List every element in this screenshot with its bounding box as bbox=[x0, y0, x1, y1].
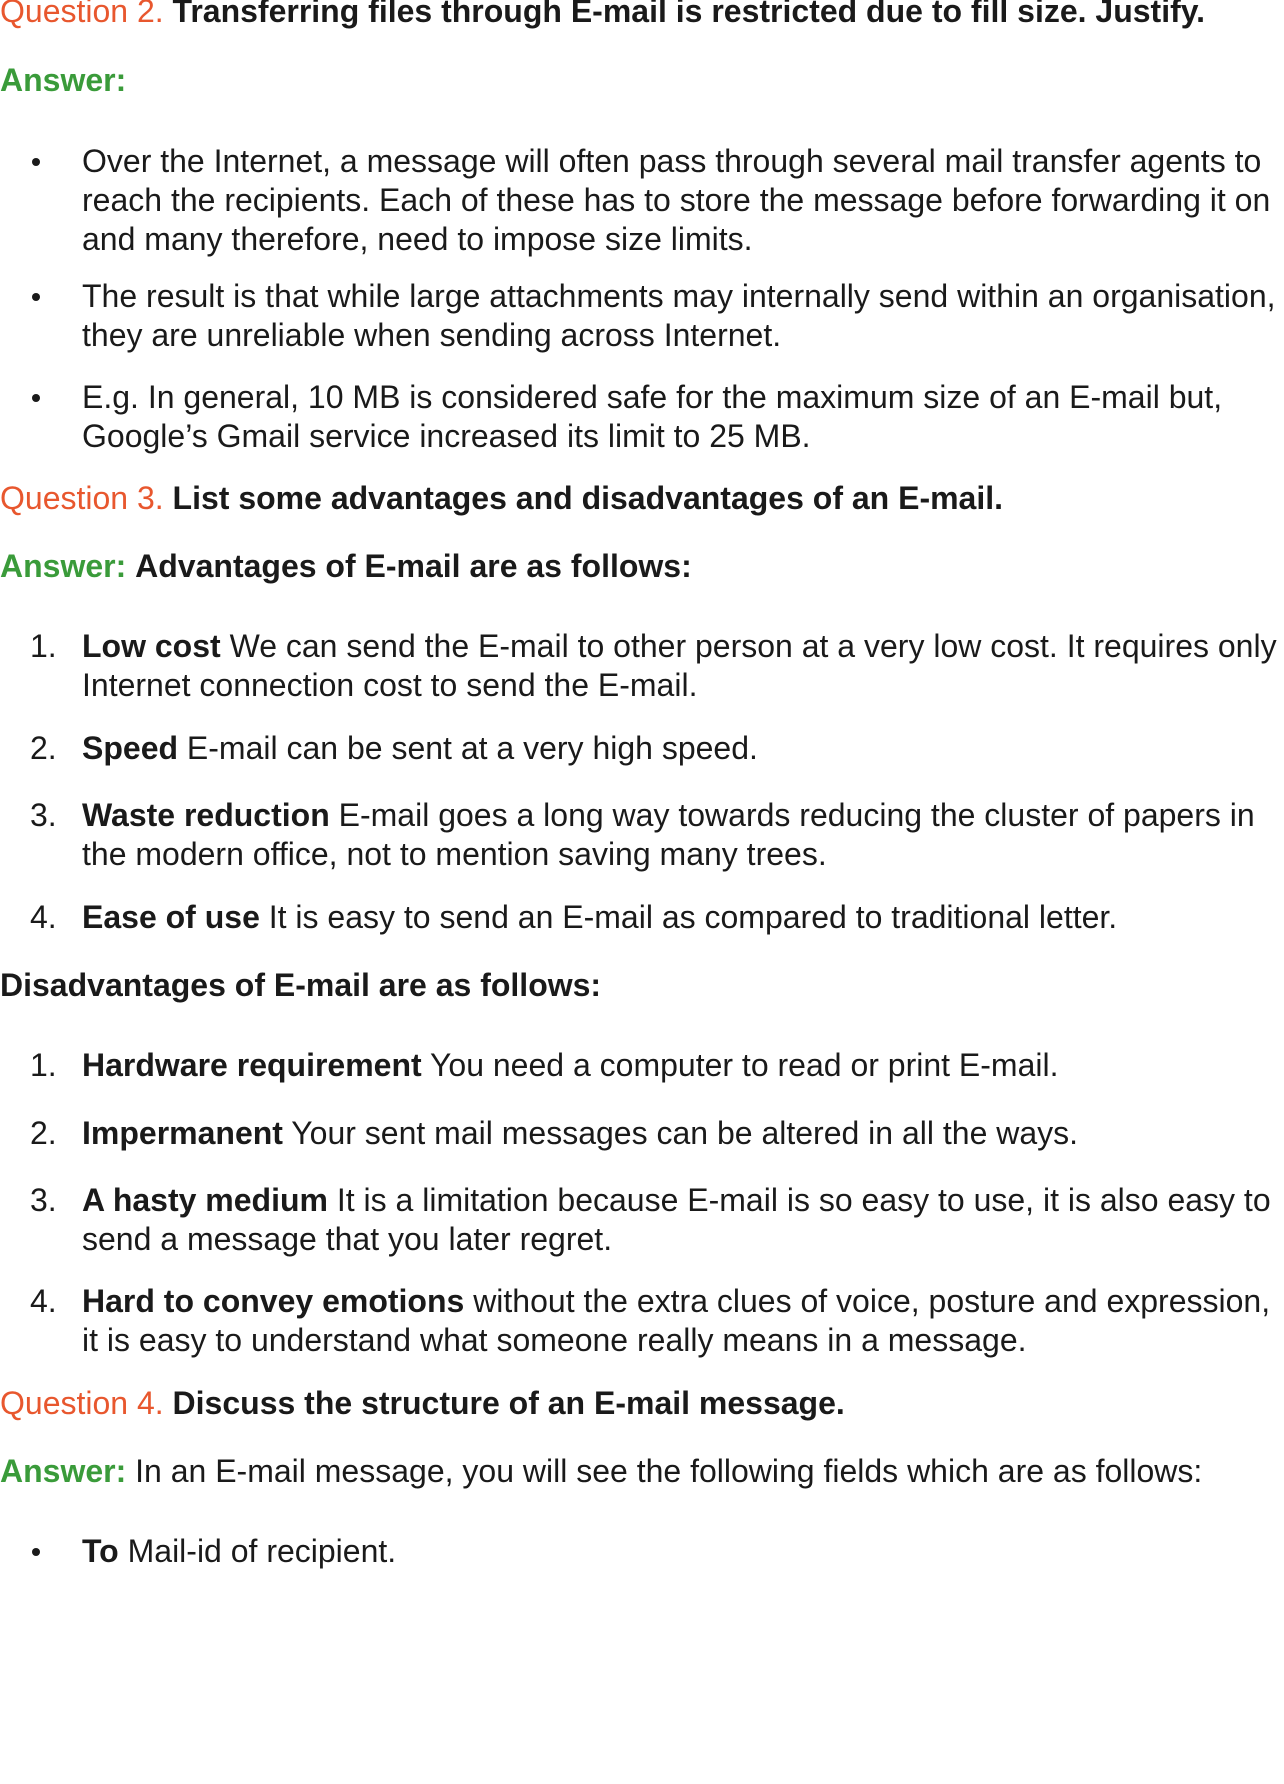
item-desc: It is a limitation because E-mail is so easy to use, it is also easy to send a message that you later regret. bbox=[82, 1182, 1271, 1257]
item-desc: E-mail can be sent at a very high speed. bbox=[186, 730, 758, 766]
list-item-text: The result is that while large attachments may internally send within an organisation, they are unreliable when sending across Internet. bbox=[82, 278, 1276, 353]
list-item bbox=[0, 378, 1284, 456]
item-term: Impermanent bbox=[82, 1115, 283, 1151]
item-desc: Mail-id of recipient. bbox=[127, 1533, 397, 1569]
item-number: 2. bbox=[30, 730, 57, 766]
advantage-item bbox=[0, 729, 1284, 768]
item-term: Hardware requirement bbox=[82, 1047, 422, 1083]
item-term: Waste reduction bbox=[82, 797, 330, 833]
answer-label: Answer: bbox=[0, 1453, 127, 1489]
question-text: Transferring files through E-mail is restricted due to fill size. Justify. bbox=[172, 0, 1206, 29]
list-item bbox=[0, 277, 1284, 355]
list-item-text: E.g. In general, 10 MB is considered safe for the maximum size of an E-mail but, Google’s Gmail service increased its limit to 25 MB. bbox=[82, 379, 1223, 454]
item-term: A hasty medium bbox=[82, 1182, 328, 1218]
disadvantage-item bbox=[0, 1114, 1284, 1153]
advantage-item bbox=[0, 796, 1284, 874]
item-desc: Your sent mail messages can be altered in all the ways. bbox=[291, 1115, 1079, 1151]
item-term: Hard to convey emotions bbox=[82, 1283, 465, 1319]
advantage-item bbox=[0, 898, 1284, 937]
answer-text: In an E-mail message, you will see the following fields which are as follows: bbox=[135, 1453, 1203, 1489]
bullet-icon bbox=[32, 1548, 40, 1556]
item-term: Ease of use bbox=[82, 899, 260, 935]
question-text: List some advantages and disadvantages of an E-mail. bbox=[172, 480, 1004, 516]
bullet-icon bbox=[32, 158, 40, 166]
list-item bbox=[0, 142, 1284, 259]
question-4-heading bbox=[0, 1384, 845, 1423]
item-number: 1. bbox=[30, 1047, 57, 1083]
question-label: Question 3. bbox=[0, 480, 164, 516]
answer-4-line bbox=[0, 1452, 1202, 1491]
bullet-icon bbox=[32, 293, 40, 301]
item-number: 1. bbox=[30, 628, 57, 664]
item-number: 4. bbox=[30, 1283, 57, 1319]
disadvantages-heading: Disadvantages of E-mail are as follows: bbox=[0, 967, 602, 1003]
answer-label: Answer: bbox=[0, 62, 127, 98]
item-desc: It is easy to send an E-mail as compared to traditional letter. bbox=[268, 899, 1118, 935]
disadvantage-item bbox=[0, 1282, 1284, 1360]
answer-3-heading bbox=[0, 547, 692, 586]
list-item bbox=[0, 1532, 1284, 1571]
advantages-heading: Advantages of E-mail are as follows: bbox=[135, 548, 692, 584]
question-text: Discuss the structure of an E-mail message. bbox=[172, 1385, 845, 1421]
item-desc: We can send the E-mail to other person at a very low cost. It requires only Internet connection cost to send the E-mail. bbox=[82, 628, 1277, 703]
item-desc: You need a computer to read or print E-mail. bbox=[429, 1047, 1059, 1083]
list-item-text: Over the Internet, a message will often pass through several mail transfer agents to reach the recipients. Each of these has to store the message before forwarding it on and many therefore, need to impose size limits. bbox=[82, 143, 1271, 257]
disadvantage-item bbox=[0, 1046, 1284, 1085]
question-label: Question 2. bbox=[0, 0, 164, 29]
bullet-icon bbox=[32, 394, 40, 402]
item-number: 2. bbox=[30, 1115, 57, 1151]
question-3-heading bbox=[0, 479, 1003, 518]
advantage-item bbox=[0, 627, 1284, 705]
question-2-heading bbox=[0, 0, 1205, 31]
item-term: To bbox=[82, 1533, 119, 1569]
disadvantage-item bbox=[0, 1181, 1284, 1259]
item-desc: E-mail goes a long way towards reducing the cluster of papers in the modern office, not to mention saving many trees. bbox=[82, 797, 1255, 872]
item-term: Speed bbox=[82, 730, 179, 766]
item-number: 3. bbox=[30, 797, 57, 833]
item-desc: without the extra clues of voice, posture and expression, it is easy to understand what someone really means in a message. bbox=[82, 1283, 1271, 1358]
item-number: 4. bbox=[30, 899, 57, 935]
answer-label: Answer: bbox=[0, 548, 127, 584]
item-number: 3. bbox=[30, 1182, 57, 1218]
item-term: Low cost bbox=[82, 628, 221, 664]
question-label: Question 4. bbox=[0, 1385, 164, 1421]
answer-2-label bbox=[0, 61, 126, 100]
